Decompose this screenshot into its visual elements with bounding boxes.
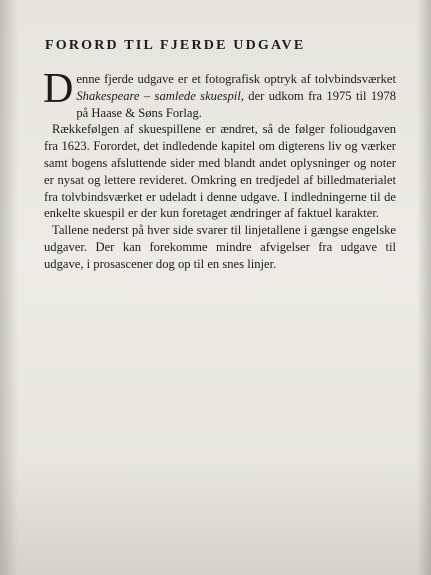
section-heading: FORORD TIL FJERDE UDGAVE	[45, 38, 306, 53]
book-title-italic: Shakespeare – samlede skuespil	[76, 88, 241, 103]
paragraph-1-text-a: enne fjerde udgave er et fotografisk optryk af tolvbindsværket	[76, 72, 396, 86]
page-text	[44, 38, 396, 273]
paragraph-1-text-b: , der udkom fra 1975 til 1978 på Haase & Søns Forlag.	[76, 88, 397, 120]
paragraph-3: Tallene nederst på hver side svarer til linjetallene i gængse engelske udgaver. Der kan forekomme mindre afvigelser fra udgave til udgave, i prosascener dog op til en snes linjer.	[44, 223, 396, 271]
left-page-shadow	[0, 0, 18, 575]
right-page-shadow	[417, 0, 431, 575]
drop-cap: D	[43, 66, 74, 112]
paragraph-1	[43, 66, 397, 121]
paragraph-2: Rækkefølgen af skuespillene er ændret, så de følger folioudgaven fra 1623. Forordet, det indledende kapitel om digterens liv og værker samt bogens afsluttende sider med blandt andet oplysninger og noter er nysat og lettere revideret. Omkring en tredjedel af billedmaterialet fra tolvbindsværket er udeladt i denne udgave. I indledningerne til de enkelte skuespil er der kun foretaget ændringer af faktuel karakter.	[44, 122, 396, 221]
